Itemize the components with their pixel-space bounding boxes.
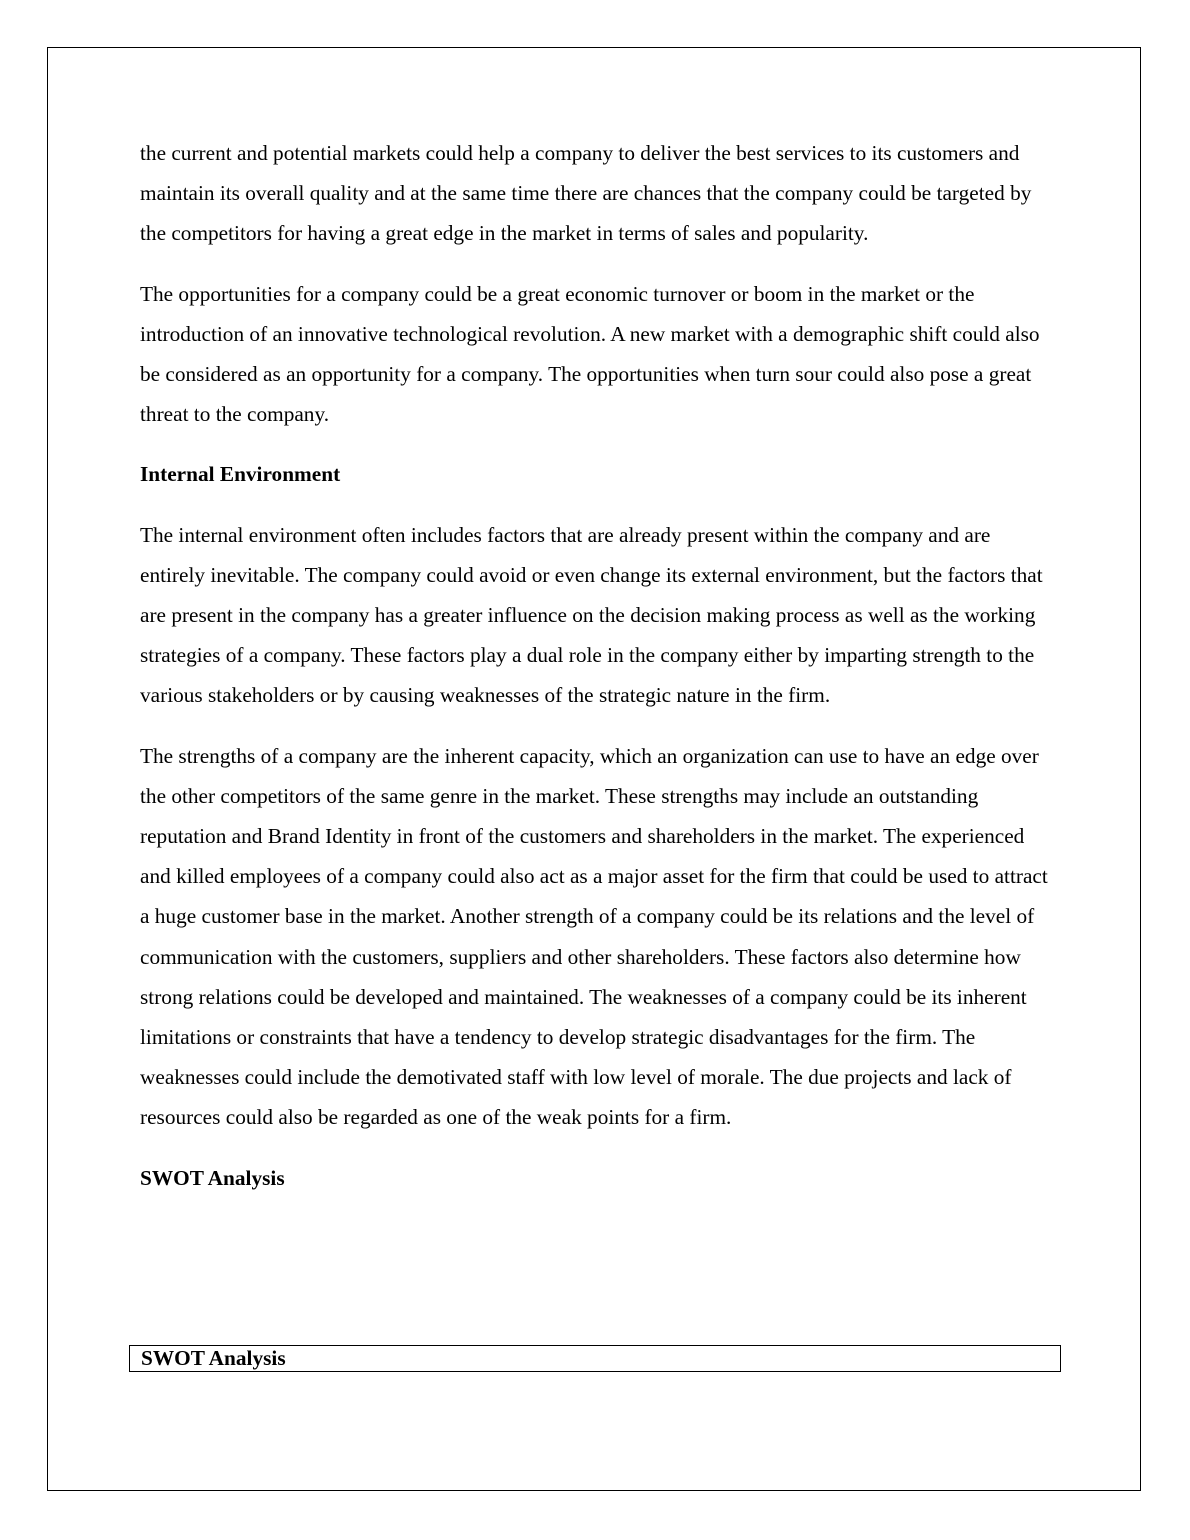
heading-swot-analysis: SWOT Analysis [140, 1165, 285, 1190]
heading-internal-environment: Internal Environment [140, 462, 341, 487]
paragraph-markets: the current and potential markets could help a company to deliver the best services to its customers and maintain its overall quality and at the same time there are chances that the company could be targeted by the competitors for having a great edge in the market in terms of sales and popularity. [140, 141, 1032, 246]
swot-table-header: SWOT Analysis [141, 1346, 286, 1370]
paragraph-strengths-weaknesses: The strengths of a company are the inherent capacity, which an organization can use to have an edge over the other competitors of the same genre in the market. These strengths may include an outstanding reputation and Brand Identity in front of the customers and shareholders in the market. The experienced and killed employees of a company could also act as a major asset for the firm that could be used to attract a huge customer base in the market. Another strength of a company could be its relations and the level of communication with the customers, suppliers and other shareholders. These factors also determine how strong relations could be developed and maintained. The weaknesses of a company could be its inherent limitations or constraints that have a tendency to develop strategic disadvantages for the firm. The weaknesses could include the demotivated staff with low level of morale. The due projects and lack of resources could also be regarded as one of the weak points for a firm. [140, 743, 1048, 1130]
paragraph-opportunities: The opportunities for a company could be a great economic turnover or boom in the market or the introduction of an innovative technological revolution. A new market with a demographic shift could also be considered as an opportunity for a company. The opportunities when turn sour could also pose a great threat to the company. [140, 281, 1040, 427]
document-body [140, 133, 1055, 1218]
paragraph-internal-environment: The internal environment often includes factors that are already present within the company and are entirely inevitable. The company could avoid or even change its external environment, but the factors that are present in the company has a greater influence on the decision making process as well as the working strategies of a company. These factors play a dual role in the company either by imparting strength to the various stakeholders or by causing weaknesses of the strategic nature in the firm. [140, 522, 1043, 708]
swot-table [129, 1345, 1061, 1372]
